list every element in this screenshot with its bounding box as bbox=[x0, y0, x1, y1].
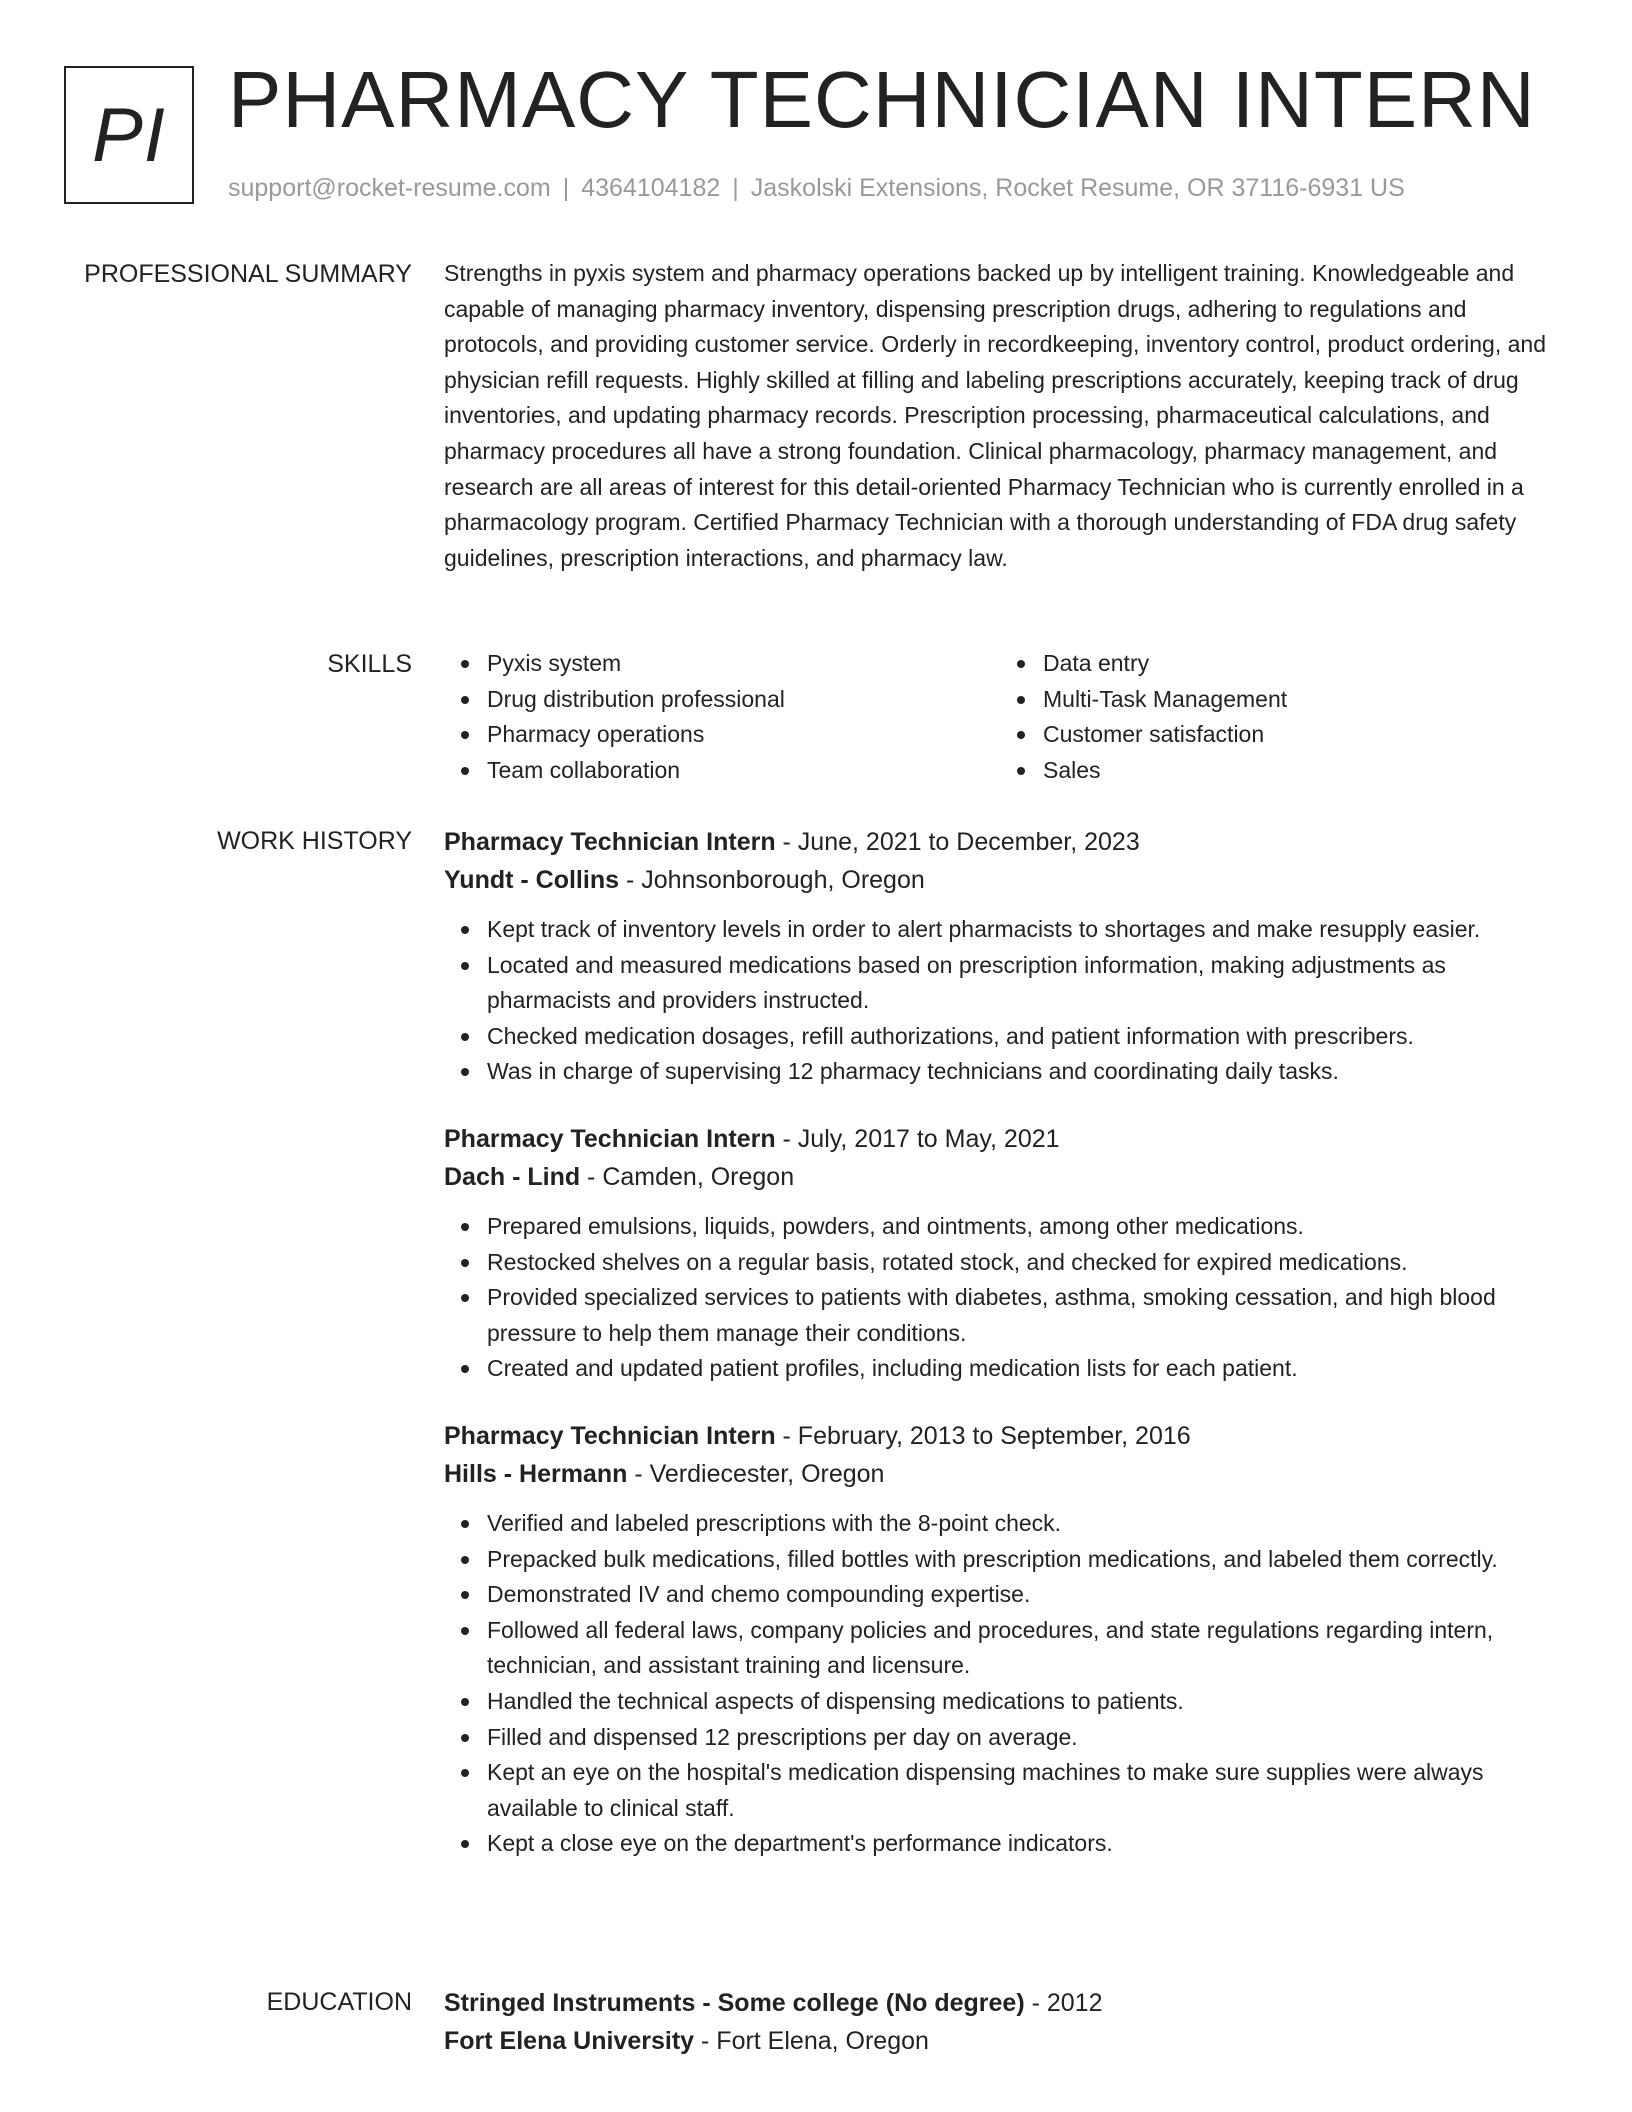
contact-separator: | bbox=[562, 174, 570, 202]
contact-separator: | bbox=[732, 174, 739, 202]
job-bullets bbox=[444, 1209, 1556, 1387]
job-location: - Camden, Oregon bbox=[580, 1162, 795, 1191]
education-degree: Stringed Instruments - Some college (No degree) bbox=[444, 1989, 1025, 2017]
summary-body bbox=[444, 256, 1556, 576]
job-company: Hills - Hermann bbox=[444, 1459, 628, 1488]
section-label-work-history: WORK HISTORY bbox=[217, 827, 412, 855]
job-title: Pharmacy Technician Intern bbox=[444, 1421, 776, 1450]
summary-text: Strengths in pyxis system and pharmacy operations backed up by intelligent training. Knowledgeable and capable of managing pharmacy inventory, dispensing prescription drugs, adhering to regulations and protocols, and providing customer service. Orderly in recordkeeping, inventory control, product ordering, and physician refill requests. Highly skilled at filling and labeling prescriptions accurately, keeping track of drug inventories, and updating pharmacy records. Prescription processing, pharmaceutical calculations, and pharmacy procedures all have a strong foundation. Clinical pharmacology, pharmacy management, and research are all areas of interest for this detail-oriented Pharmacy Technician who is currently enrolled in a pharmacology program. Certified Pharmacy Technician with a thorough understanding of FDA drug safety guidelines, prescription interactions, and pharmacy law. bbox=[444, 260, 1547, 571]
job-bullet: Kept track of inventory levels in order to alert pharmacists to shortages and make resupply easier. bbox=[487, 912, 1556, 948]
education-year: - 2012 bbox=[1024, 1989, 1103, 2017]
job-dates: - June, 2021 to December, 2023 bbox=[775, 828, 1140, 856]
job-title-line bbox=[444, 1120, 1556, 1158]
skills-body bbox=[444, 646, 1556, 788]
contact-line bbox=[228, 174, 1405, 203]
job-bullet: Provided specialized services to patients with diabetes, asthma, smoking cessation, and high blood pressure to help them manage their conditions. bbox=[487, 1280, 1556, 1351]
job-company-line bbox=[444, 861, 1556, 899]
resume-title: PHARMACY TECHNICIAN INTERN bbox=[228, 55, 1536, 144]
job-bullet: Prepacked bulk medications, filled bottles with prescription medications, and labeled them correctly. bbox=[487, 1542, 1556, 1578]
skill-item: Data entry bbox=[1043, 646, 1556, 682]
job-bullet: Checked medication dosages, refill authorizations, and patient information with prescribers. bbox=[487, 1019, 1556, 1055]
skill-item: Customer satisfaction bbox=[1043, 717, 1556, 753]
job-company: Dach - Lind bbox=[444, 1162, 581, 1191]
job-bullet: Prepared emulsions, liquids, powders, and ointments, among other medications. bbox=[487, 1209, 1556, 1245]
section-label-summary: PROFESSIONAL SUMMARY bbox=[84, 260, 412, 288]
job-bullet: Filled and dispensed 12 prescriptions per day on average. bbox=[487, 1720, 1556, 1756]
skill-item: Drug distribution professional bbox=[487, 682, 1000, 718]
job-bullet: Handled the technical aspects of dispensing medications to patients. bbox=[487, 1684, 1556, 1720]
job-bullets bbox=[444, 912, 1556, 1090]
contact-phone: 4364104182 bbox=[581, 174, 721, 202]
job-bullet: Restocked shelves on a regular basis, rotated stock, and checked for expired medications. bbox=[487, 1245, 1556, 1281]
job-title: Pharmacy Technician Intern bbox=[444, 1124, 776, 1153]
section-label-skills: SKILLS bbox=[327, 650, 412, 678]
education-degree-line bbox=[444, 1984, 1556, 2022]
job-entry bbox=[444, 823, 1556, 1090]
job-entry bbox=[444, 1417, 1556, 1862]
job-title: Pharmacy Technician Intern bbox=[444, 828, 776, 856]
job-company-line bbox=[444, 1158, 1556, 1196]
job-dates: - July, 2017 to May, 2021 bbox=[775, 1124, 1060, 1153]
monogram-box bbox=[64, 66, 194, 204]
job-bullet: Verified and labeled prescriptions with the 8-point check. bbox=[487, 1506, 1556, 1542]
job-location: - Johnsonborough, Oregon bbox=[619, 866, 925, 894]
education-location: - Fort Elena, Oregon bbox=[694, 2027, 929, 2055]
education-school: Fort Elena University bbox=[444, 2027, 695, 2055]
work-history-body bbox=[444, 823, 1556, 1892]
job-title-line bbox=[444, 823, 1556, 861]
contact-address: Jaskolski Extensions, Rocket Resume, OR 37116-6931 US bbox=[750, 174, 1405, 202]
contact-email: support@rocket-resume.com bbox=[228, 174, 551, 202]
skill-item: Pyxis system bbox=[487, 646, 1000, 682]
job-bullet: Was in charge of supervising 12 pharmacy technicians and coordinating daily tasks. bbox=[487, 1054, 1556, 1090]
job-location: - Verdiecester, Oregon bbox=[627, 1459, 885, 1488]
skills-left-list bbox=[444, 646, 1000, 788]
job-bullet: Created and updated patient profiles, including medication lists for each patient. bbox=[487, 1351, 1556, 1387]
job-entry bbox=[444, 1120, 1556, 1387]
job-bullet: Followed all federal laws, company policies and procedures, and state regulations regarding intern, technician, and assistant training and licensure. bbox=[487, 1613, 1556, 1684]
skill-item: Pharmacy operations bbox=[487, 717, 1000, 753]
job-bullet: Kept a close eye on the department's performance indicators. bbox=[487, 1826, 1556, 1862]
education-body bbox=[444, 1984, 1556, 2060]
monogram-initials: PI bbox=[92, 92, 166, 178]
job-bullets bbox=[444, 1506, 1556, 1862]
job-bullet: Demonstrated IV and chemo compounding expertise. bbox=[487, 1577, 1556, 1613]
skills-grid bbox=[444, 646, 1556, 788]
skill-item: Team collaboration bbox=[487, 753, 1000, 789]
education-school-line bbox=[444, 2022, 1556, 2060]
skill-item: Multi-Task Management bbox=[1043, 682, 1556, 718]
job-dates: - February, 2013 to September, 2016 bbox=[775, 1421, 1191, 1450]
job-bullet: Located and measured medications based on prescription information, making adjustments as pharmacists and providers instructed. bbox=[487, 948, 1556, 1019]
section-label-education: EDUCATION bbox=[266, 1988, 412, 2016]
job-company: Yundt - Collins bbox=[444, 866, 619, 894]
skill-item: Sales bbox=[1043, 753, 1556, 789]
job-company-line bbox=[444, 1455, 1556, 1493]
job-bullet: Kept an eye on the hospital's medication dispensing machines to make sure supplies were always available to clinical staff. bbox=[487, 1755, 1556, 1826]
job-title-line bbox=[444, 1417, 1556, 1455]
skills-right-list bbox=[1000, 646, 1556, 788]
